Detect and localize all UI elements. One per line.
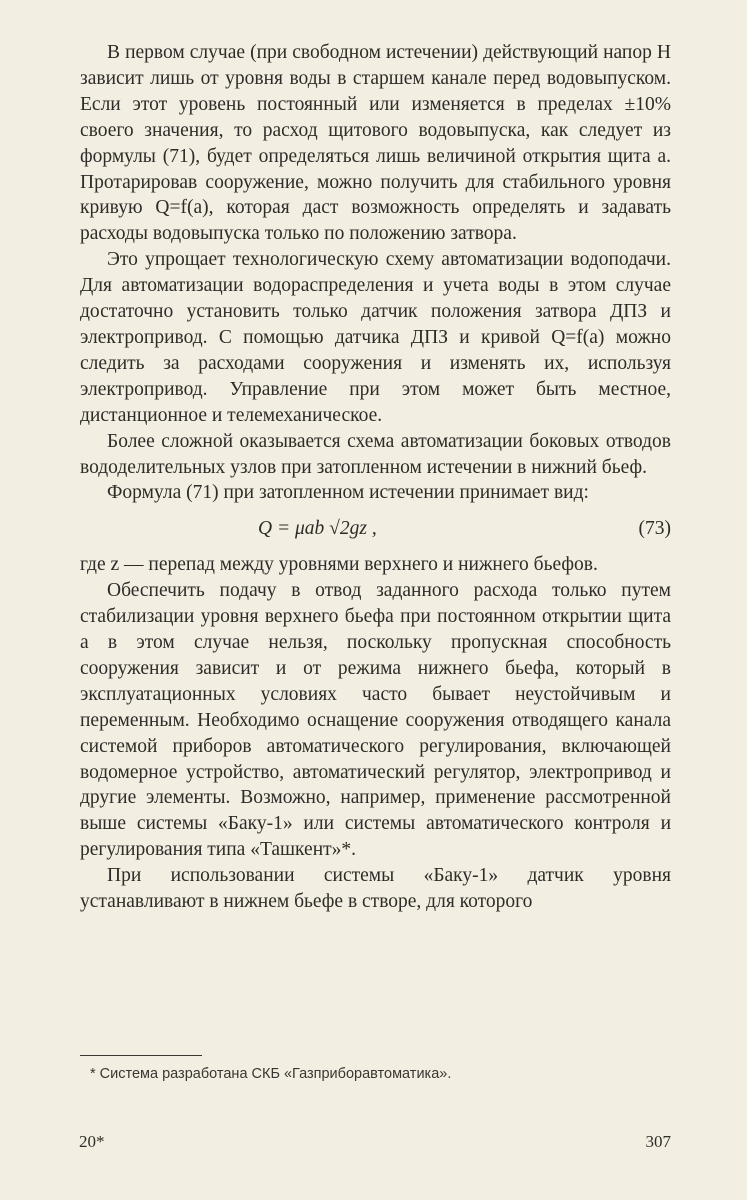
formula-expression: Q = μab √2gz , (258, 518, 377, 540)
paragraph-2: Это упрощает технологическую схему автоматизации водоподачи. Для автоматизации водораспределения и учета воды в этом случае достаточно установить только датчик положения затвора ДПЗ и электропривод. С помощью датчика ДПЗ и кривой Q=f(a) можно следить за расходами сооружения и изменять их, используя электропривод. Управление при этом может быть местное, дистанционное и телемеханическое. (80, 249, 671, 426)
formula-73 (80, 506, 671, 552)
signature-mark: 20* (79, 1132, 105, 1151)
formula-number: (73) (638, 518, 671, 540)
paragraph-1: В первом случае (при свободном истечении) действующий напор H зависит лишь от уровня воды в старшем канале перед водовыпуском. Если этот уровень постоянный или изменяется в пределах ±10% своего значения, то расход щитового водовыпуска, как следует из формулы (71), будет определяться лишь величиной открытия щита a. Протарировав сооружение, можно получить для стабильного уровня кривую Q=f(a), которая даст возможность определять и задавать расходы водовыпуска только по положению затвора. (80, 42, 671, 245)
footnote: * Система разработана СКБ «Газприборавтоматика». (90, 1066, 452, 1082)
paragraph-3: Более сложной оказывается схема автоматизации боковых отводов вододелительных узлов при затопленном истечении в нижний бьеф. (80, 430, 671, 478)
paragraph-4: Формула (71) при затопленном истечении принимает вид: (107, 482, 589, 504)
paragraph-6: Обеспечить подачу в отвод заданного расхода только путем стабилизации уровня верхнего бьефа при постоянном открытии щита a в этом случае нельзя, поскольку пропускная способность сооружения зависит и от режима нижнего бьефа, который в эксплуатационных условиях часто бывает неустойчивым и переменным. Необходимо оснащение сооружения отводящего канала системой приборов автоматического регулирования, включающей водомерное устройство, автоматический регулятор, электропривод и другие элементы. Возможно, например, применение рассмотренной выше системы «Баку-1» или системы автоматического контроля и регулирования типа «Ташкент»*. (80, 580, 671, 861)
paragraph-7: При использовании системы «Баку-1» датчик уровня устанавливают в нижнем бьефе в створе, для которого (80, 865, 671, 913)
footnote-divider (80, 1055, 202, 1056)
paragraph-5: где z — перепад между уровнями верхнего и нижнего бьефов. (80, 554, 598, 576)
page-number: 307 (645, 1132, 671, 1151)
body-text (80, 40, 671, 915)
